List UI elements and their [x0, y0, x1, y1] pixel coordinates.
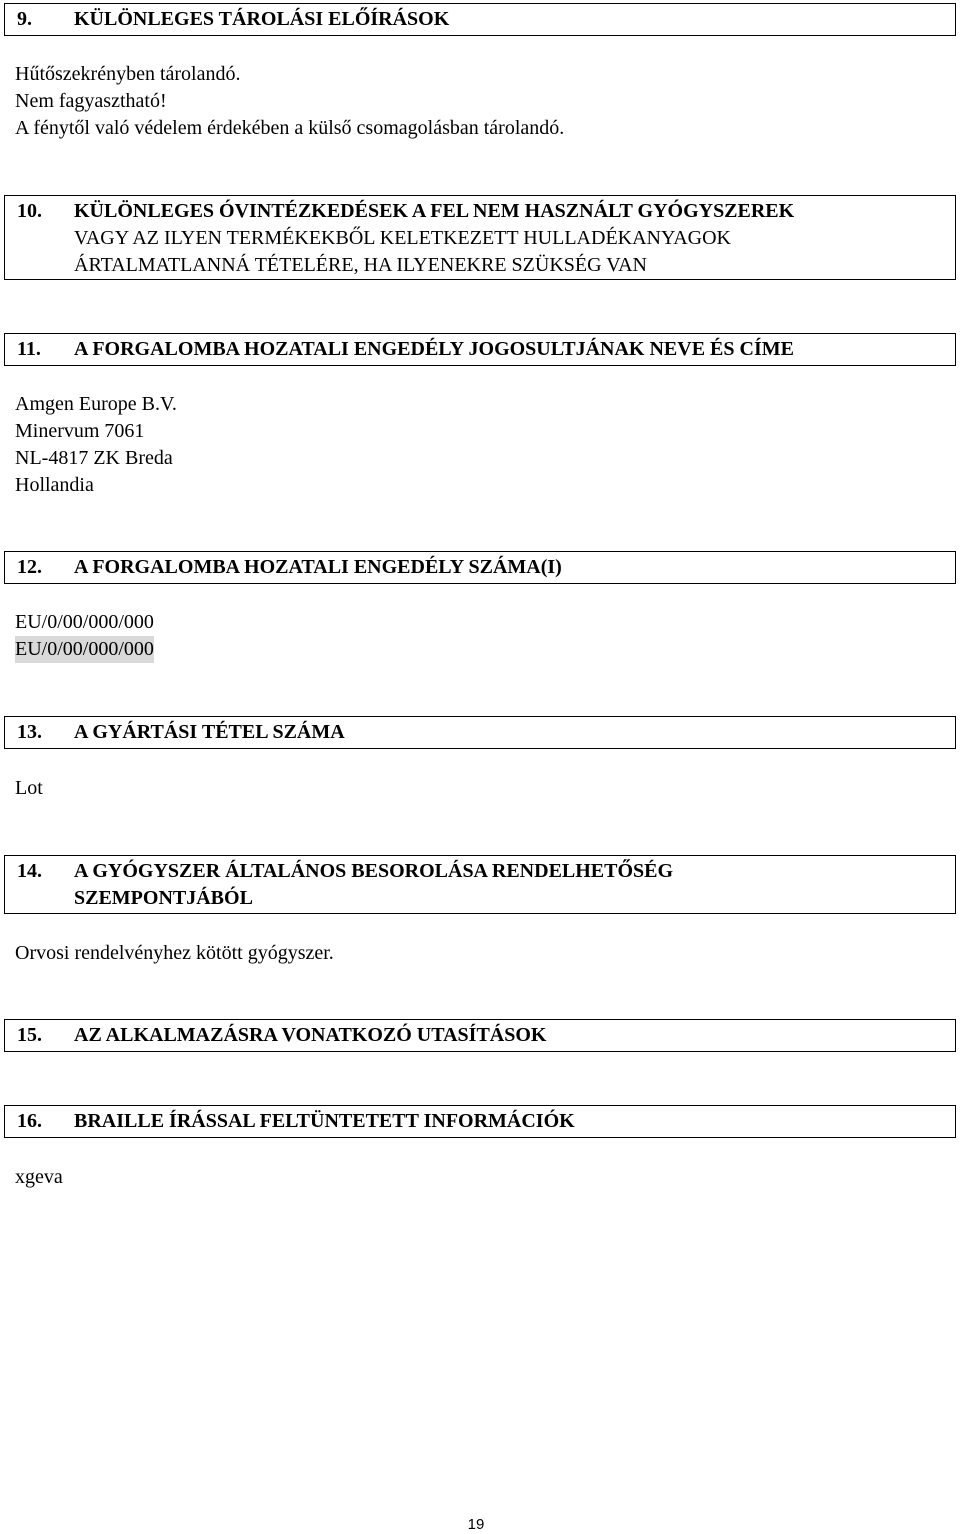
body-line: EU/0/00/000/000: [15, 611, 154, 633]
section-number: 9.: [17, 8, 32, 30]
body-line: Nem fagyasztható!: [15, 90, 167, 112]
section-title-line: VAGY AZ ILYEN TERMÉKEKBŐL KELETKEZETT HULLADÉKANYAGOK: [74, 227, 731, 249]
section-number: 15.: [17, 1024, 42, 1046]
body-line: A fénytől való védelem érdekében a külső csomagolásban tárolandó.: [15, 117, 565, 139]
section-number: 10.: [17, 200, 42, 222]
body-line: NL-4817 ZK Breda: [15, 447, 173, 469]
section-title-line: ÁRTALMATLANNÁ TÉTELÉRE, HA ILYENEKRE SZÜKSÉG VAN: [74, 254, 647, 276]
body-line: xgeva: [15, 1166, 63, 1188]
section-number: 14.: [17, 860, 42, 882]
section-title-line: SZEMPONTJÁBÓL: [74, 887, 253, 909]
section-title-line: KÜLÖNLEGES ÓVINTÉZKEDÉSEK A FEL NEM HASZNÁLT GYÓGYSZEREK: [74, 200, 795, 222]
section-14-header: [4, 855, 956, 914]
section-number: 13.: [17, 721, 42, 743]
body-line: Minervum 7061: [15, 420, 145, 442]
section-number: 16.: [17, 1110, 42, 1132]
body-line: Amgen Europe B.V.: [15, 393, 177, 415]
section-number: 11.: [17, 338, 41, 360]
section-number: 12.: [17, 556, 42, 578]
body-line: Hűtőszekrényben tárolandó.: [15, 63, 241, 85]
section-12-header: [4, 551, 956, 584]
section-title: KÜLÖNLEGES TÁROLÁSI ELŐÍRÁSOK: [74, 8, 450, 30]
section-15-header: [4, 1019, 956, 1052]
body-line: Hollandia: [15, 474, 94, 496]
section-title-line: A GYÓGYSZER ÁLTALÁNOS BESOROLÁSA RENDELHETŐSÉG: [74, 860, 674, 882]
body-line-highlighted: EU/0/00/000/000: [15, 636, 154, 663]
section-13-header: [4, 716, 956, 749]
section-16-header: [4, 1105, 956, 1138]
body-line: Orvosi rendelvényhez kötött gyógyszer.: [15, 942, 334, 964]
section-11-header: [4, 333, 956, 366]
body-line: Lot: [15, 777, 43, 799]
section-title: A FORGALOMBA HOZATALI ENGEDÉLY SZÁMA(I): [74, 556, 562, 578]
section-title: BRAILLE ÍRÁSSAL FELTÜNTETETT INFORMÁCIÓK: [74, 1110, 575, 1132]
section-title: A FORGALOMBA HOZATALI ENGEDÉLY JOGOSULTJÁNAK NEVE ÉS CÍME: [74, 338, 794, 360]
section-title: A GYÁRTÁSI TÉTEL SZÁMA: [74, 721, 345, 743]
section-title: AZ ALKALMAZÁSRA VONATKOZÓ UTASÍTÁSOK: [74, 1024, 547, 1046]
section-9-header: [4, 3, 956, 36]
page-number: 19: [467, 1516, 485, 1533]
section-10-header: [4, 195, 956, 280]
